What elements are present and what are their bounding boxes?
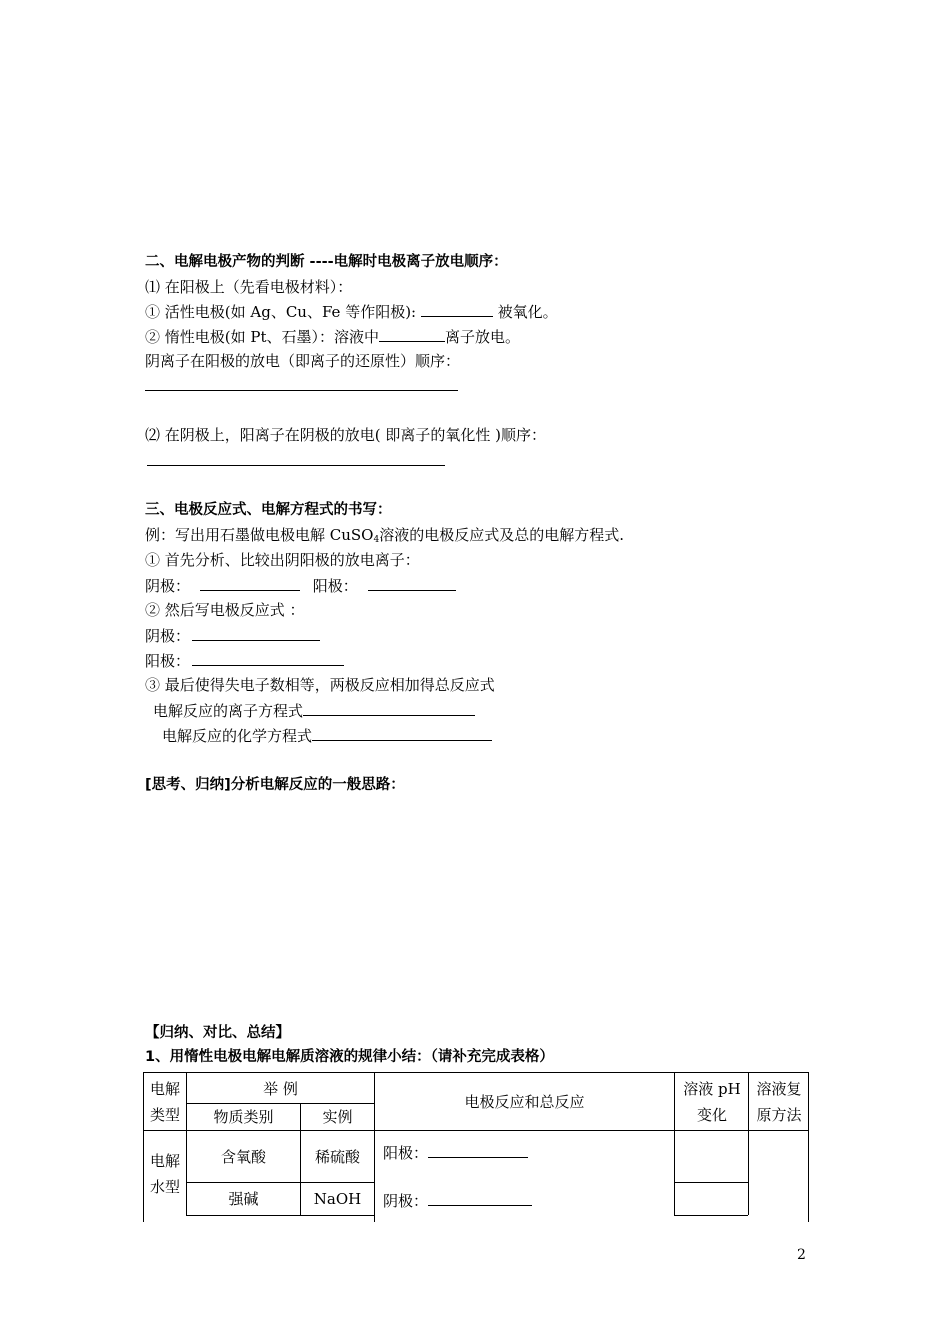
header-ph-change: 溶液 pH 变化 [683,1080,741,1124]
ionic-equation-line [153,700,475,721]
answer-blank[interactable] [200,575,300,591]
cathode2-label: 阴极： [145,627,191,645]
row1-reaction [383,1142,528,1163]
active-electrode-suffix: 被氧化。 [492,303,558,321]
answer-blank[interactable] [428,1142,528,1158]
table-rule [808,1072,809,1222]
example-subscript: 4 [373,535,380,545]
header-instance: 实例 [322,1108,353,1126]
table-rule [674,1215,748,1216]
answer-blank[interactable] [312,725,492,741]
step3: ③ 最后使得失电子数相等，两极反应相加得总反应式 [145,676,495,694]
anode-heading: ⑴ 在阳极上（先看电极材料）： [145,278,353,296]
table-rule [143,1072,144,1222]
cathode-anode-line [145,575,456,596]
active-electrode-prefix: ① 活性电极(如 Ag、Cu、Fe 等作阳极): [145,303,421,321]
row1-category: 含氧酸 [220,1148,266,1166]
active-electrode-line [145,301,558,322]
answer-line[interactable] [147,465,445,466]
summary-table [143,1072,809,1222]
answer-blank[interactable] [368,575,456,591]
table-rule [143,1072,809,1073]
table-rule [186,1215,374,1216]
anion-order-label: 阴离子在阳极的放电（即离子的还原性）顺序： [145,352,461,370]
inert-electrode-prefix: ② 惰性电极(如 Pt、石墨）：溶液中 [145,328,380,346]
cathode-heading: ⑵ 在阴极上，阳离子在阴极的放电( 即离子的氧化性 )顺序： [145,426,547,444]
chemical-equation-line [162,725,492,746]
inert-electrode-line [145,326,520,347]
table-rule [748,1072,749,1215]
cathode-label: 阴极： [145,577,191,595]
header-category: 物质类别 [213,1108,274,1126]
anode2-label: 阳极： [145,652,191,670]
anode-label: 阳极： [308,577,358,595]
row2-reaction-label: 阴极： [383,1192,429,1210]
table-rule [143,1130,809,1131]
page-number: 2 [797,1247,806,1263]
answer-blank[interactable] [428,1190,532,1206]
section3-title: 三、电极反应式、电解方程式的书写： [145,502,392,518]
think-heading: [思考、归纳]分析电解反应的一般思路： [145,777,405,793]
cathode-equation-line [145,625,320,646]
summary-title: 【归纳、对比、总结】 [145,1025,290,1041]
answer-line[interactable] [145,390,458,391]
example-before: 例：写出用石墨做电极电解 CuSO [145,526,374,544]
summary-subtitle: 1、用惰性电极电解电解质溶液的规律小结：（请补充完成表格） [145,1049,554,1065]
example-line [145,525,624,550]
answer-blank[interactable] [192,650,344,666]
table-rule [674,1072,675,1215]
example-after: 溶液的电极反应式及总的电解方程式. [379,526,624,544]
answer-blank[interactable] [379,326,445,342]
row-type: 电解水型 [149,1151,180,1196]
row1-reaction-label: 阳极： [383,1144,429,1162]
section2-title: 二、电解电极产物的判断 ----电解时电极离子放电顺序： [145,254,508,270]
inert-electrode-suffix: 离子放电。 [445,328,521,346]
header-type: 电解类型 [149,1080,180,1124]
answer-blank[interactable] [192,625,320,641]
row2-category: 强碱 [228,1190,259,1208]
header-reaction: 电极反应和总反应 [464,1093,585,1111]
row1-instance: 稀硫酸 [314,1148,360,1166]
row2-reaction [383,1190,532,1211]
step1: ① 首先分析、比较出阴阳极的放电离子： [145,551,420,569]
header-restore-method: 溶液复原方法 [756,1080,802,1124]
header-example: 举 例 [263,1079,298,1098]
row2-instance: NaOH [313,1190,362,1208]
step2: ② 然后写电极反应式 ： [145,601,305,619]
ionic-equation-label: 电解反应的离子方程式 [153,702,304,720]
answer-blank[interactable] [303,700,475,716]
anode-equation-line [145,650,344,671]
table-rule [674,1182,748,1183]
answer-blank[interactable] [421,301,493,317]
chemical-equation-label: 电解反应的化学方程式 [162,727,313,745]
